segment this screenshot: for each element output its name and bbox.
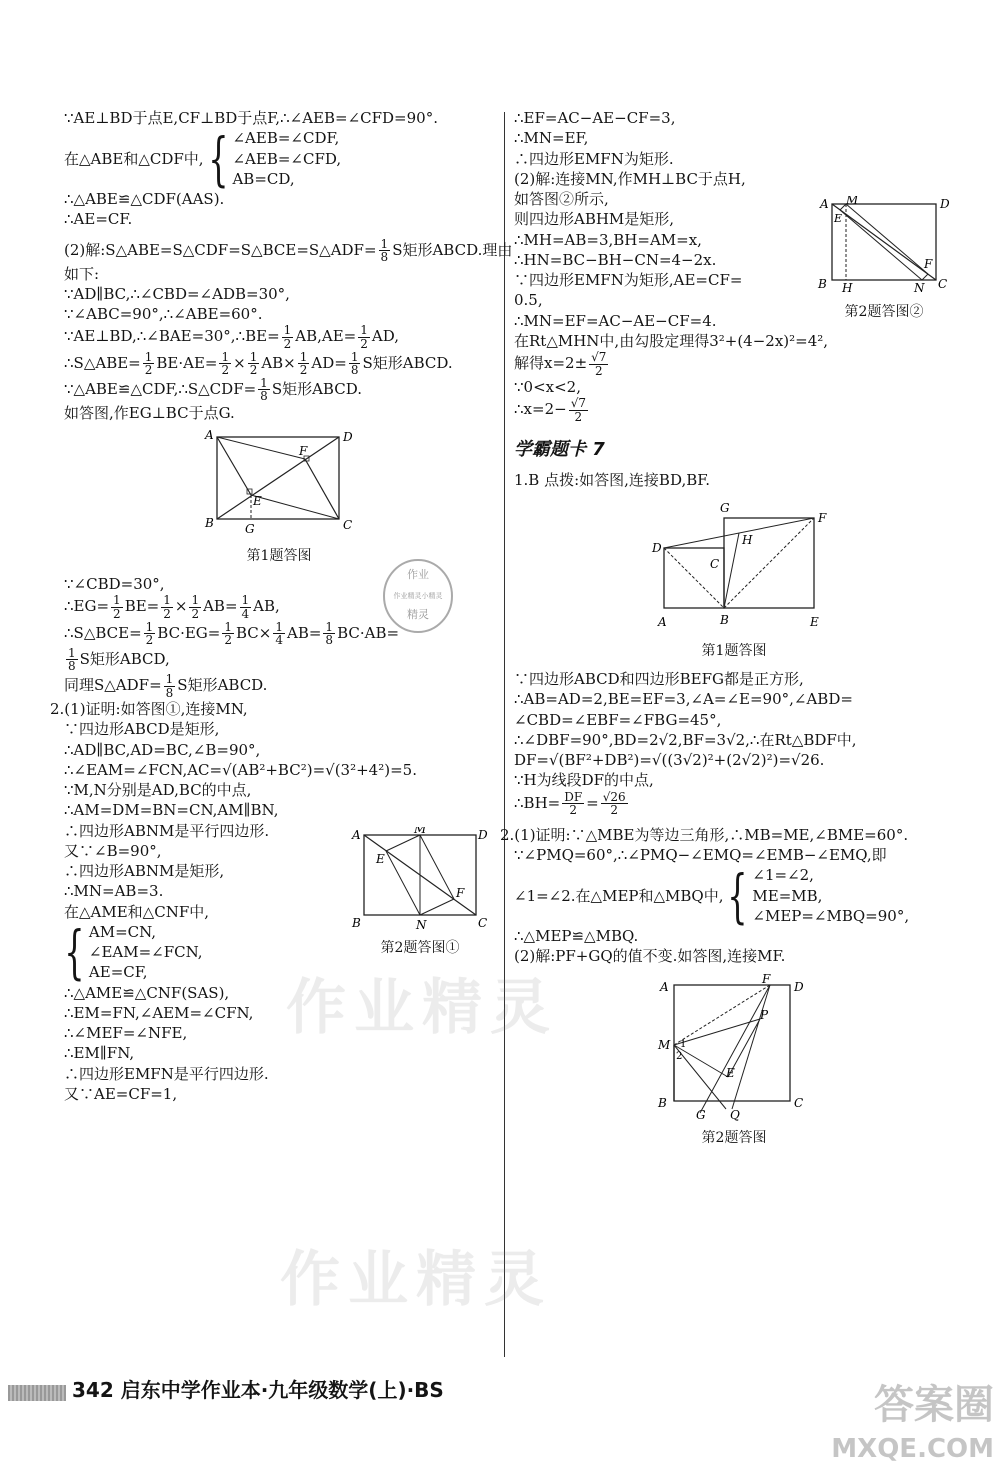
svg-text:B: B [818, 277, 827, 291]
text-line: ∵AD∥BC,∴∠CBD=∠ADB=30°, [64, 284, 290, 303]
svg-text:E: E [726, 1065, 735, 1080]
text-line: 又∵AE=CF=1, [64, 1084, 178, 1103]
figure-caption: 第2题答图 [701, 1129, 767, 1146]
svg-text:G: G [720, 501, 730, 516]
figure-q2-1-wrap [350, 827, 490, 966]
figure-q1 [199, 429, 359, 541]
text-line: ∴MN=EF, [514, 129, 589, 148]
text-line: ∴AB=AD=2,BE=EF=3,∠A=∠E=90°,∠ABD= [514, 690, 853, 709]
figure-card7-q2 [654, 973, 814, 1123]
text-line: ∴EG= $\frac{1}{2}$ BE= $\frac{1}{2}$ × $\frac{1}{2}$ AB= $\frac{1}{4}$ AB, [64, 593, 280, 621]
system-line: ∠1=∠2, [752, 866, 814, 885]
footer-decor-bar [8, 1385, 66, 1401]
svg-text:作业精灵小精灵: 作业精灵小精灵 [393, 592, 443, 600]
system-line: ∠AEB=∠CDF, [232, 129, 340, 148]
text-line: 如答图,作EG⊥BC于点G. [64, 404, 235, 422]
text-line: ∴HN=BC−BH−CN=4−2x. [514, 250, 717, 269]
text-line: ∴∠DBF=90°,BD=2√2,BF=3√2,∴在Rt△BDF中, [514, 730, 857, 749]
text-line: ∴四边形EMFN为矩形. [514, 149, 674, 168]
text-line: 1.B 点拨:如答图,连接BD,BF. [514, 470, 711, 489]
text-line: ∴四边形ABNM是矩形, [64, 862, 225, 881]
text-line: ∴AE=CF. [64, 210, 133, 229]
svg-text:C: C [794, 1095, 804, 1110]
svg-text:F: F [818, 511, 827, 526]
figure-q2-2 [814, 196, 954, 296]
brace-icon: { [64, 918, 85, 987]
system-line: ∠EAM=∠FCN, [88, 943, 203, 962]
svg-text:M: M [658, 1037, 671, 1052]
text-line: ∵AE⊥BD于点E,CF⊥BD于点F,∴∠AEB=∠CFD=90°. [64, 109, 438, 127]
system-line: AE=CF, [88, 963, 148, 982]
figure-caption: 第1题答图 [701, 643, 767, 660]
text-line: ∵△ABE≌△CDF,∴S△CDF= $\frac{1}{8}$ S矩形ABCD. [64, 375, 362, 404]
equation-system [500, 861, 954, 930]
svg-text:A: A [820, 197, 829, 211]
text-line: 则四边形ABHM是矩形, [514, 210, 675, 229]
text-line: ∴∠MEF=∠NFE, [64, 1024, 188, 1043]
svg-text:A: A [658, 615, 667, 630]
column-divider [504, 112, 505, 1357]
svg-text:D: D [940, 197, 950, 211]
text-line: 2.(1)证明:∵△MBE为等边三角形,∴MB=ME,∠BME=60°. [500, 825, 909, 844]
svg-text:D: D [478, 828, 488, 843]
figure-caption: 第2题答图② [844, 304, 924, 321]
brace-icon: { [207, 124, 229, 193]
svg-text:H: H [842, 281, 853, 295]
svg-text:D: D [794, 979, 804, 994]
text-line: ∵四边形ABCD是矩形, [64, 720, 220, 739]
left-column [50, 108, 513, 1104]
svg-text:A: A [205, 429, 214, 443]
text-line: 0.5, [514, 291, 543, 310]
svg-text:E: E [376, 852, 385, 867]
text-line: ∴EM∥FN, [64, 1044, 135, 1063]
svg-text:F: F [299, 444, 308, 459]
figure-q2-1 [350, 827, 490, 932]
system-line: AM=CN, [88, 922, 157, 941]
svg-text:M: M [846, 196, 859, 207]
text-line: ∠CBD=∠EBF=∠FBG=45°, [514, 710, 722, 729]
text-line: 在△ABE和△CDF中, [64, 149, 204, 168]
figure-caption: 第1题答图 [246, 548, 312, 565]
text-line: ∴AD∥BC,AD=BC,∠B=90°, [64, 740, 261, 759]
text-line: ∴四边形EMFN是平行四边形. [64, 1064, 269, 1083]
site-logo: 答案圈 MXQE.COM [831, 1381, 994, 1464]
system-line: ∠AEB=∠CFD, [232, 149, 342, 168]
text-line: ∴∠EAM=∠FCN,AC=√(AB²+BC²)=√(3²+4²)=5. [64, 760, 417, 779]
text-line: 同理S△ADF= $\frac{1}{8}$ S矩形ABCD. [64, 671, 268, 700]
text-line: ∵0<x<2, [514, 378, 581, 397]
svg-text:N: N [416, 918, 427, 933]
right-column [500, 108, 954, 1155]
text-line: ∵四边形ABCD和四边形BEFG都是正方形, [514, 670, 804, 689]
system-line: AB=CD, [232, 169, 295, 188]
text-line: ∴△MEP≌△MBQ. [514, 927, 639, 945]
section-heading: 学霸题卡 7 [514, 438, 605, 460]
svg-text:H: H [742, 533, 753, 548]
text-line: ∴△AME≌△CNF(SAS), [64, 983, 230, 1002]
text-line: ∴BH= $\frac{DF}{2}$ = $\frac{√26}{2}$ [514, 789, 626, 818]
text-line: ∵∠CBD=30°, [64, 575, 165, 594]
svg-text:A: A [352, 828, 361, 843]
svg-text:E: E [810, 615, 819, 630]
svg-text:D: D [343, 430, 353, 445]
figure-caption: 第2题答图① [380, 940, 460, 957]
text-line: ∴△ABE≌△CDF(AAS). [64, 190, 225, 208]
svg-text:E: E [253, 494, 262, 509]
system-line: ME=MB, [752, 886, 823, 905]
text-line: 解得x=2± $\frac{√7}{2}$ [514, 350, 607, 378]
text-line: ∴S△BCE= $\frac{1}{2}$ BC·EG= $\frac{1}{2}$ BC× $\frac{1}{4}$ AB= $\frac{1}{8}$ BC·AB= [64, 619, 400, 648]
text-line: ∵M,N分别是AD,BC的中点, [64, 781, 252, 800]
svg-text:精灵: 精灵 [407, 608, 429, 621]
svg-text:C: C [938, 277, 948, 291]
svg-text:E: E [834, 212, 843, 225]
text-line: ∵AE⊥BD,∴∠BAE=30°,∴BE= $\frac{1}{2}$ AB,AE= $\frac{1}{2}$ AD, [64, 323, 399, 352]
text-line: ∴MN=AB=3. [64, 882, 164, 901]
svg-text:Q: Q [730, 1107, 740, 1122]
svg-text:B: B [658, 1095, 667, 1110]
text-line: ∴S△ABE= $\frac{1}{2}$ BE·AE= $\frac{1}{2}$ × $\frac{1}{2}$ AB× $\frac{1}{2}$ AD= $\frac{1}{8}$ S矩形ABCD. [64, 349, 453, 378]
text-line: ∴MH=AB=3,BH=AM=x, [514, 230, 702, 249]
svg-text:作业: 作业 [407, 568, 429, 581]
figure-card7-q1 [634, 496, 834, 636]
svg-text:F: F [456, 886, 465, 901]
text-line: 又∵∠B=90°, [64, 841, 162, 860]
svg-text:F: F [924, 257, 933, 271]
text-line: 2.(1)证明:如答图①,连接MN, [50, 700, 248, 719]
text-line: ∵∠PMQ=60°,∴∠PMQ−∠EMQ=∠EMB−∠EMQ,即 [514, 846, 887, 864]
text-line: ∴四边形ABNM是平行四边形. [64, 821, 270, 840]
svg-text:1: 1 [680, 1038, 687, 1050]
text-line: ∴AM=DM=BN=CN,AM∥BN, [64, 801, 279, 820]
svg-text:C: C [710, 557, 720, 572]
text-line: 在△AME和△CNF中, [64, 902, 209, 921]
svg-text:F: F [762, 972, 771, 986]
svg-text:D: D [652, 541, 662, 556]
text-line: 如下: [64, 264, 100, 283]
text-line: ∴EM=FN,∠AEM=∠CFN, [64, 1003, 254, 1022]
svg-text:G: G [245, 522, 255, 537]
svg-text:P: P [760, 1007, 769, 1022]
watermark-text: 作业精灵 [286, 973, 558, 1043]
text-line: (2)解:连接MN,作MH⊥BC于点H, [514, 169, 746, 188]
text-line: (2)解:S△ABE=S△CDF=S△BCE=S△ADF= $\frac{1}{8}$ S矩形ABCD.理由 [64, 236, 513, 265]
text-line: $\frac{1}{8}$ S矩形ABCD, [68, 645, 170, 674]
svg-text:A: A [660, 979, 669, 994]
watermark-text-2: 作业精灵 [280, 1245, 552, 1315]
page-footer: 342 启东中学作业本·九年级数学(上)·BS [72, 1378, 444, 1402]
text-line: ∴x=2− $\frac{√7}{2}$ [514, 396, 586, 425]
svg-text:C: C [343, 518, 353, 533]
text-line: ∵H为线段DF的中点, [514, 771, 654, 790]
text-line: ∵四边形EMFN为矩形,AE=CF= [514, 271, 743, 289]
brace-icon: { [727, 861, 749, 930]
svg-text:C: C [478, 916, 488, 931]
text-line: (2)解:PF+GQ的值不变.如答图,连接MF. [514, 947, 786, 966]
svg-text:B: B [352, 916, 361, 931]
svg-text:2: 2 [676, 1050, 683, 1062]
text-line: ∴EF=AC−AE−CF=3, [514, 109, 676, 127]
svg-text:B: B [205, 516, 214, 531]
text-line: ∵∠ABC=90°,∴∠ABE=60°. [64, 305, 263, 324]
svg-text:N: N [914, 281, 925, 295]
svg-text:G: G [696, 1107, 706, 1122]
equation-system [64, 124, 494, 193]
text-line: DF=√(BF²+DB²)=√((3√2)²+(2√2)²)=√26. [514, 751, 825, 770]
figure-q2-2-wrap [814, 196, 954, 330]
svg-text:M: M [414, 827, 427, 837]
text-line: ∠1=∠2.在△MEP和△MBQ中, [514, 886, 724, 905]
svg-text:B: B [720, 613, 729, 628]
text-line: 在Rt△MHN中,由勾股定理得3²+(4−2x)²=4², [514, 331, 829, 350]
text-line: 如答图②所示, [514, 190, 609, 208]
system-line: ∠MEP=∠MBQ=90°, [752, 906, 910, 925]
text-line: ∴MN=EF=AC−AE−CF=4. [514, 311, 717, 330]
